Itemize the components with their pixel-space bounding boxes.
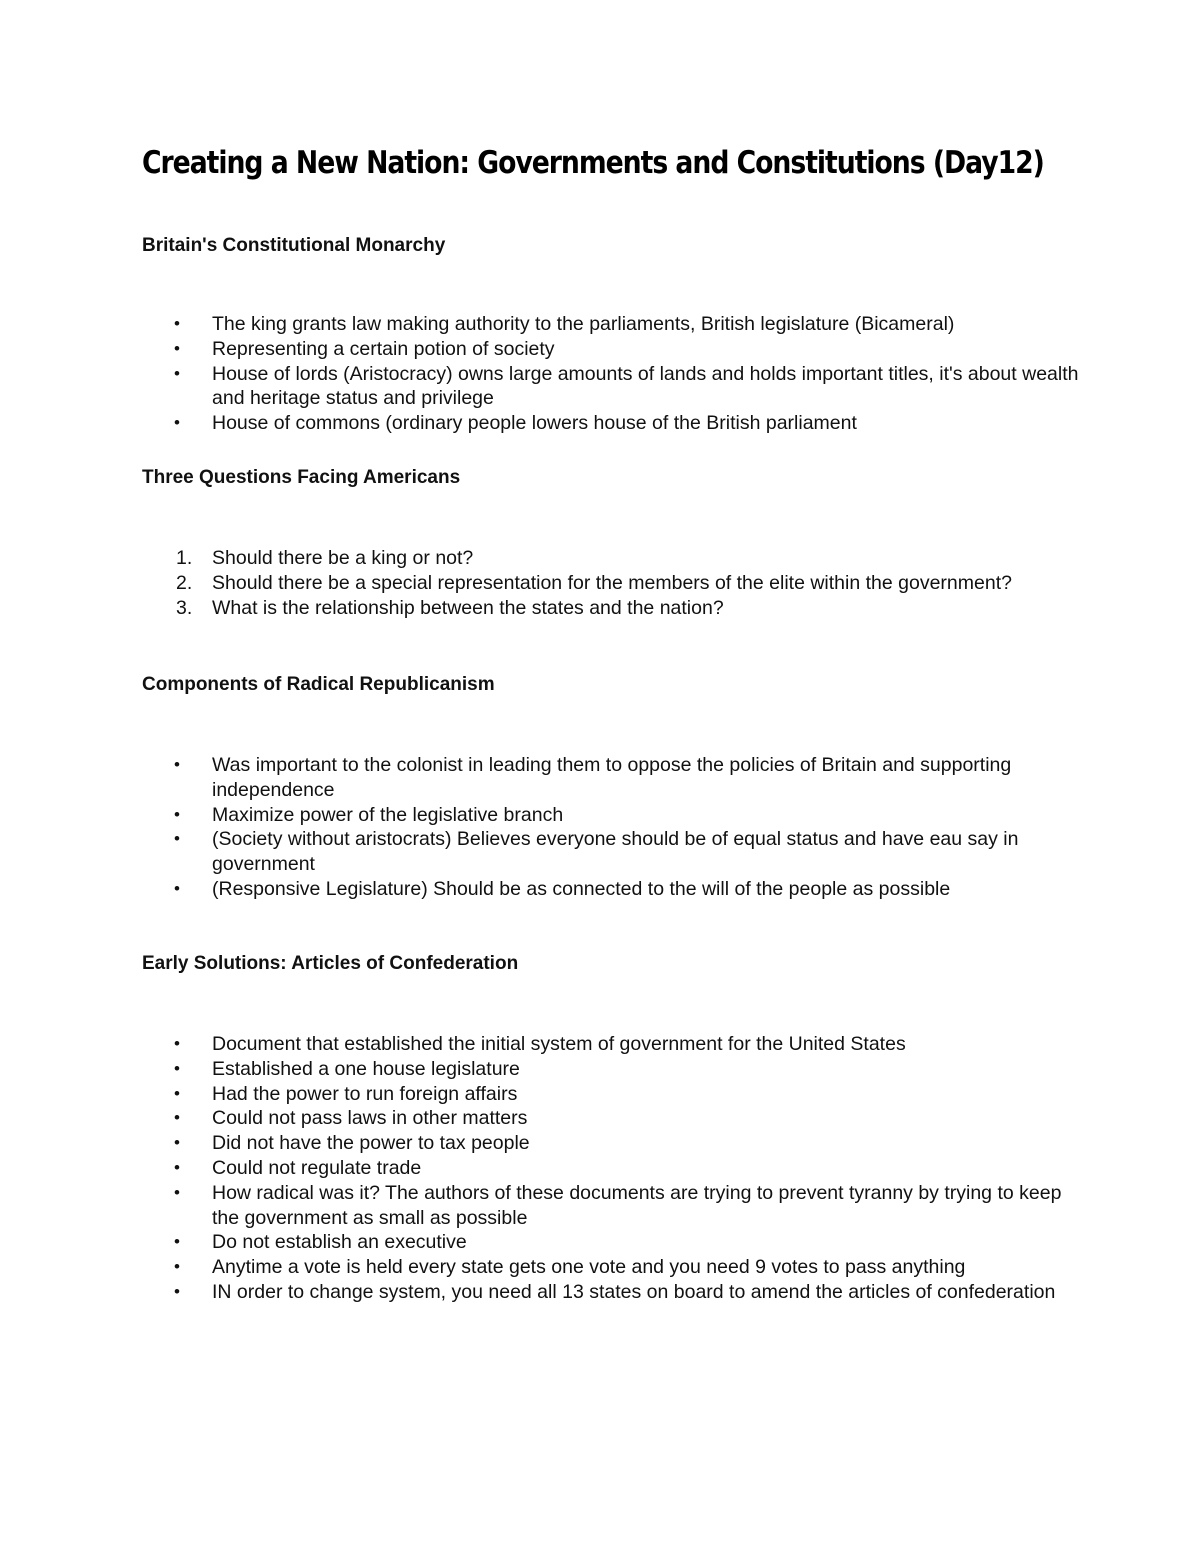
page-title: Creating a New Nation: Governments and Constitutions (Day12) (142, 145, 1044, 181)
list-item: 2. Should there be a special representation for the members of the elite within the government? (176, 571, 1012, 594)
bullet-icon: • (174, 338, 180, 358)
section-heading: Britain's Constitutional Monarchy (142, 235, 446, 256)
list-item: • (Society without aristocrats) Believes everyone should be of equal status and have eau say in government (174, 828, 1019, 876)
bullet-icon: • (174, 1058, 180, 1078)
bullet-icon: • (174, 363, 180, 383)
list-item: 1. Should there be a king or not? (176, 547, 474, 569)
bullet-icon: • (174, 1133, 180, 1153)
list-number: 1. (176, 547, 193, 569)
list-item: • Document that established the initial system of government for the United States (174, 1033, 906, 1055)
bullet-icon: • (174, 314, 180, 333)
list-item: • Could not pass laws in other matters (174, 1107, 528, 1130)
bullet-icon: • (174, 1108, 180, 1128)
bullet-icon: • (174, 878, 180, 898)
numbered-list (142, 546, 1082, 620)
bullet-list (142, 753, 1082, 902)
list-number: 2. (176, 571, 193, 594)
bullet-icon: • (174, 755, 180, 774)
bullet-icon: • (174, 1157, 180, 1177)
list-item: • IN order to change system, you need all 13 states on board to amend the articles of confederation (174, 1280, 1056, 1303)
list-item: • Anytime a vote is held every state gets one vote and you need 9 votes to pass anything (174, 1256, 966, 1279)
bullet-list (142, 312, 1082, 436)
list-item: • Do not establish an executive (174, 1231, 467, 1254)
section-radical-republicanism (142, 673, 1082, 902)
bullet-icon: • (174, 1182, 180, 1202)
bullet-icon: • (174, 804, 180, 824)
section-three-questions (142, 466, 1082, 620)
bullet-list (142, 1032, 1082, 1305)
list-item: • Could not regulate trade (174, 1156, 422, 1179)
list-item: • (Responsive Legislature) Should be as connected to the will of the people as possible (174, 877, 951, 900)
section-britains-monarchy (142, 234, 1082, 436)
list-item: • Had the power to run foreign affairs (174, 1082, 518, 1105)
list-number: 3. (176, 596, 193, 619)
section-heading: Three Questions Facing Americans (142, 467, 461, 488)
list-item: • Established a one house legislature (174, 1057, 520, 1080)
bullet-icon: • (174, 1257, 180, 1277)
list-item: • The king grants law making authority to the parliaments, British legislature (Bicameral) (174, 313, 955, 335)
list-item: • Was important to the colonist in leading them to oppose the policies of Britain and supporting independence (174, 754, 1012, 801)
list-item: • Maximize power of the legislative branch (174, 803, 564, 826)
bullet-icon: • (174, 1232, 180, 1252)
section-heading: Early Solutions: Articles of Confederation (142, 953, 519, 974)
section-articles-of-confederation (142, 952, 1082, 1305)
bullet-icon: • (174, 829, 180, 849)
list-item: • Did not have the power to tax people (174, 1132, 530, 1155)
bullet-icon: • (174, 1083, 180, 1103)
list-item: • How radical was it? The authors of these documents are trying to prevent tyranny by trying to keep the government as small as possible (174, 1181, 1062, 1229)
bullet-icon: • (174, 1034, 180, 1053)
list-item: • House of lords (Aristocracy) owns large amounts of lands and holds important titles, it's about wealth and heritage status and privilege (174, 362, 1079, 410)
section-heading: Components of Radical Republicanism (142, 674, 495, 695)
list-item: • Representing a certain potion of society (174, 337, 555, 360)
bullet-icon: • (174, 1281, 180, 1301)
list-item: • House of commons (ordinary people lowers house of the British parliament (174, 412, 857, 435)
list-item: 3. What is the relationship between the states and the nation? (176, 596, 724, 619)
bullet-icon: • (174, 413, 180, 433)
